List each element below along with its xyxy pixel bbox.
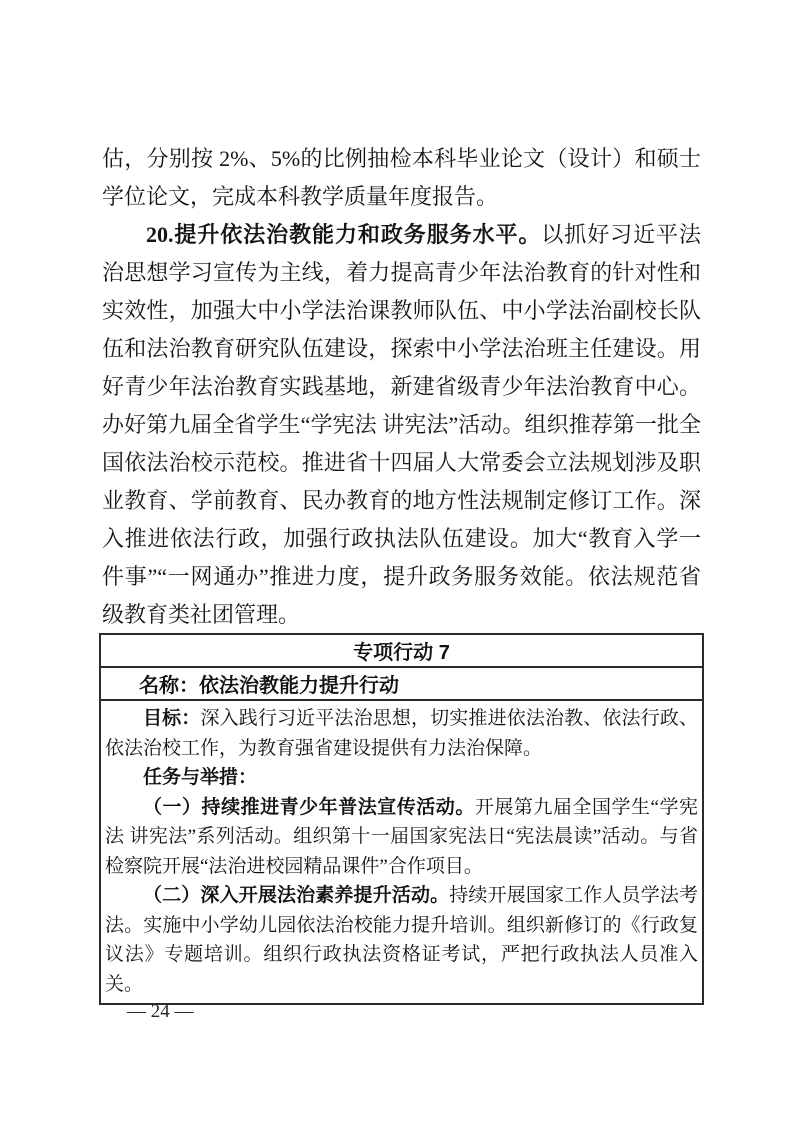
table-item-task-1 [105,793,698,882]
table-body-cell [100,700,703,1004]
task-2-text: 持续开展国家工作人员学法考法。实施中小学幼儿园依法治校能力提升培训。组织新修订的《行政复议法》专题培训。组织行政执法资格证考试，严把行政执法人员准入关。 [105,885,698,995]
table-title-cell: 专项行动 7 [100,634,703,667]
paragraph-lead: 20.提升依法治教能力和政务服务水平。 [146,222,542,247]
goal-label: 目标： [143,708,201,729]
table-name-row [100,667,703,700]
table-body-row [100,700,703,1004]
table-item-tasks-heading [105,763,698,793]
body-text-block [102,140,701,634]
body-paragraph-continuation [102,140,701,216]
page-number: — 24 — [127,1001,194,1022]
paragraph-text: 估，分别按 2%、5%的比例抽检本科毕业论文（设计）和硕士学位论文，完成本科教学质量年度报告。 [102,146,701,209]
special-action-table [99,633,704,1005]
table-item-goal [105,704,698,763]
task-1-text: 开展第九届全国学生“学宪法 讲宪法”系列活动。组织第十一届国家宪法日“宪法晨读”活动。与省检察院开展“法治进校园精品课件”合作项目。 [105,796,698,877]
table-item-task-2 [105,881,698,999]
table-name-cell: 名称：依法治教能力提升行动 [100,667,703,700]
task-1-lead: （一）持续推进青少年普法宣传活动。 [143,796,475,818]
body-paragraph-item-20 [102,216,701,634]
task-2-lead: （二）深入开展法治素养提升活动。 [143,885,450,906]
tasks-heading-label: 任务与举措： [143,767,258,788]
table-title-row [100,634,703,667]
goal-text: 深入践行习近平法治思想，切实推进依法治教、依法行政、依法治校工作，为教育强省建设提供有力法治保障。 [105,708,698,759]
paragraph-text: 以抓好习近平法治思想学习宣传为主线，着力提高青少年法治教育的针对性和实效性，加强大中小学法治课教师队伍、中小学法治副校长队伍和法治教育研究队伍建设，探索中小学法治班主任建设。用好青少年法治教育实践基地，新建省级青少年法治教育中心。办好第九届全省学生“学宪法 讲宪法”活动。组织推荐第一批全国依法治校示范校。推进省十四届人大常委会立法规划涉及职业教育、学前教育、民办教育的地方性法规制定修订工作。深入推进依法行政，加强行政执法队伍建设。加大“教育入学一件事”“一网通办”推进力度，提升政务服务效能。依法规范省级教育类社团管理。 [102,222,701,627]
